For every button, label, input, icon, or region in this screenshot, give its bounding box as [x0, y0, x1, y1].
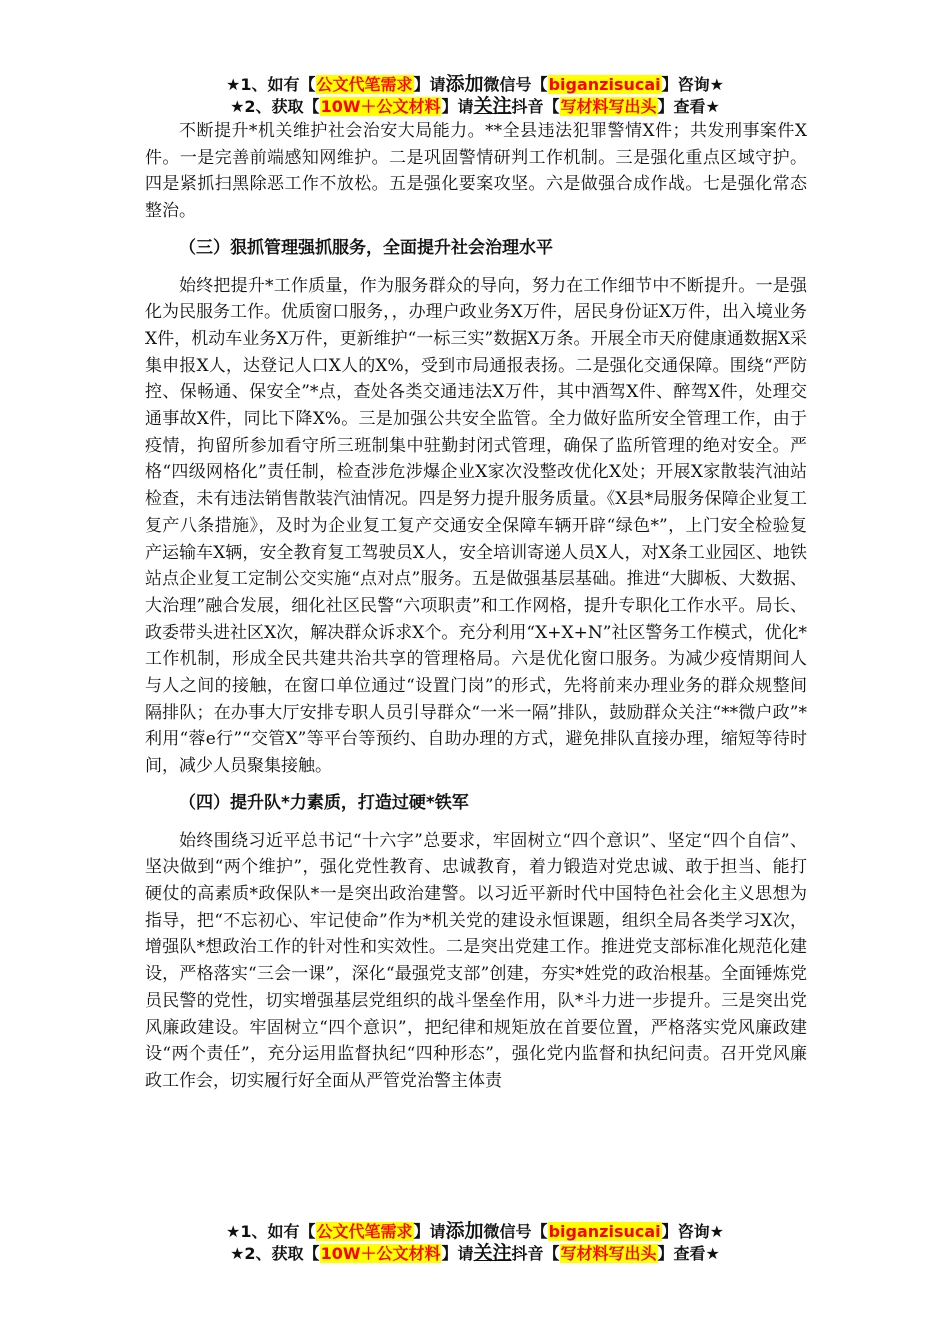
banner-text: ★1、如有【: [226, 1222, 316, 1241]
banner-text: 】请: [441, 1244, 474, 1263]
banner-text: 】请: [441, 97, 474, 116]
banner-text: ★2、获取【: [230, 97, 320, 116]
banner-text: 微信号【: [483, 75, 548, 94]
banner-wechat-id: biganzisucai: [548, 75, 661, 94]
paragraph: 始终围绕习近平总书记“十六字”总要求，牢固树立“四个意识”、坚定“四个自信”、坚决做到“两个维护”，强化党性教育、忠诚教育，着力锻造对党忠诚、敢于担当、能打硬仗的高素质*政保队*一是突出政治建警。以习近平新时代中国特色社会化主义思想为指导，把“不忘初心、牢记使命”作为*机关党的建设永恒课题，组织全局各类学习X次，增强队*想政治工作的针对性和实效性。二是突出党建工作。推进党支部标准化规范化建设，严格落实“三会一课”，深化“最强党支部”创建，夯实*姓党的政治根基。全面锤炼党员民警的党性，切实增强基层党组织的战斗堡垒作用，队*斗力进一步提升。三是突出党风廉政建设。牢固树立“四个意识”，把纪律和规矩放在首要位置，严格落实党风廉政建设“两个责任”，充分运用监督执纪“四种形态”，强化党内监督和执纪问责。召开党风廉政工作会，切实履行好全面从严管党治警主体责: [145, 830, 807, 1091]
banner-text: ★2、获取【: [230, 1244, 320, 1263]
promo-banner-bottom-line2: [0, 1242, 950, 1265]
banner-emphasis: 添加: [445, 73, 484, 95]
banner-emphasis: 添加: [445, 1220, 484, 1242]
banner-wechat-id: biganzisucai: [548, 1222, 661, 1241]
banner-text: 】请: [413, 75, 446, 94]
promo-banner-top-line2: [0, 95, 950, 118]
banner-text: 】咨询★: [661, 1222, 724, 1241]
section-heading: （三）狠抓管理强抓服务，全面提升社会治理水平: [179, 237, 553, 258]
banner-text: 微信号【: [483, 1222, 548, 1241]
banner-text: 】查看★: [657, 1244, 720, 1263]
banner-highlight: 公文代笔需求: [316, 75, 413, 94]
banner-text: 】查看★: [657, 97, 720, 116]
paragraph: 不断提升*机关维护社会治安大局能力。**全县违法犯罪警情X件；共发刑事案件X件。一是完善前端感知网维护。二是巩固警情研判工作机制。三是强化重点区域守护。四是紧抓扫黑除恶工作不放松。五是强化要案攻坚。六是做强合成作战。七是强化常态整治。: [145, 121, 807, 222]
banner-text: 】请: [413, 1222, 446, 1241]
banner-text: 抖音【: [511, 97, 560, 116]
banner-douyin-id: 写材料写出头: [560, 1244, 657, 1263]
section-heading: （四）提升队*力素质，打造过硬*铁军: [179, 792, 469, 813]
banner-text: 】咨询★: [661, 75, 724, 94]
banner-text: ★1、如有【: [226, 75, 316, 94]
banner-highlight: 10W＋公文材料: [320, 1244, 441, 1263]
promo-banner-bottom-line1: [0, 1220, 950, 1243]
banner-highlight: 公文代笔需求: [316, 1222, 413, 1241]
paragraph: 始终把提升*工作质量，作为服务群众的导向，努力在工作细节中不断提升。一是强化为民服务工作。优质窗口服务，，办理户政业务X万件，居民身份证X万件，出入境业务X件，机动车业务X万件，更新维护“一标三实”数据X万条。开展全市天府健康通数据X采集申报X人，达登记人口X人的X%，受到市局通报表扬。二是强化交通保障。围绕“严防控、保畅通、保安全”*点，查处各类交通违法X万件，其中酒驾X件、醉驾X件，处理交通事故X件，同比下降X%。三是加强公共安全监管。全力做好监所安全管理工作，由于疫情，拘留所参加看守所三班制集中驻勤封闭式管理，确保了监所管理的绝对安全。严格“四级网格化”责任制，检查涉危涉爆企业X家次没整改优化X处；开展X家散装汽油站检查，未有违法销售散装汽油情况。四是努力提升服务质量。《X县*局服务保障企业复工复产八条措施》，及时为企业复工复产交通安全保障车辆开辟“绿色*”，上门安全检验复产运输车X辆，安全教育复工驾驶员X人，安全培训寄递人员X人，对X条工业园区、地铁站点企业复工定制公交实施“点对点”服务。五是做强基层基础。推进“大脚板、大数据、大治理”融合发展，细化社区民警“六项职责”和工作网格，提升专职化工作水平。局长、政委带头进社区X次，解决群众诉求X个。充分利用“X+X+N”社区警务工作模式，优化*工作机制，形成全民共建共治共享的管理格局。六是优化窗口服务。为减少疫情期间人与人之间的接触，在窗口单位通过“设置门岗”的形式，先将前来办理业务的群众规整间隔排队；在办事大厅安排专职人员引导群众“一米一隔”排队，鼓励群众关注“**微户政”*利用“蓉e行”“交管X”等平台等预约、自助办理的方式，避免排队直接办理，缩短等待时间，减少人员聚集接触。: [145, 275, 807, 777]
banner-emphasis: 关注: [473, 95, 512, 117]
promo-banner-top-line1: [0, 73, 950, 96]
banner-text: 抖音【: [511, 1244, 560, 1263]
banner-highlight: 10W＋公文材料: [320, 97, 441, 116]
banner-emphasis: 关注: [473, 1242, 512, 1264]
banner-douyin-id: 写材料写出头: [560, 97, 657, 116]
document-body: [145, 118, 807, 1095]
